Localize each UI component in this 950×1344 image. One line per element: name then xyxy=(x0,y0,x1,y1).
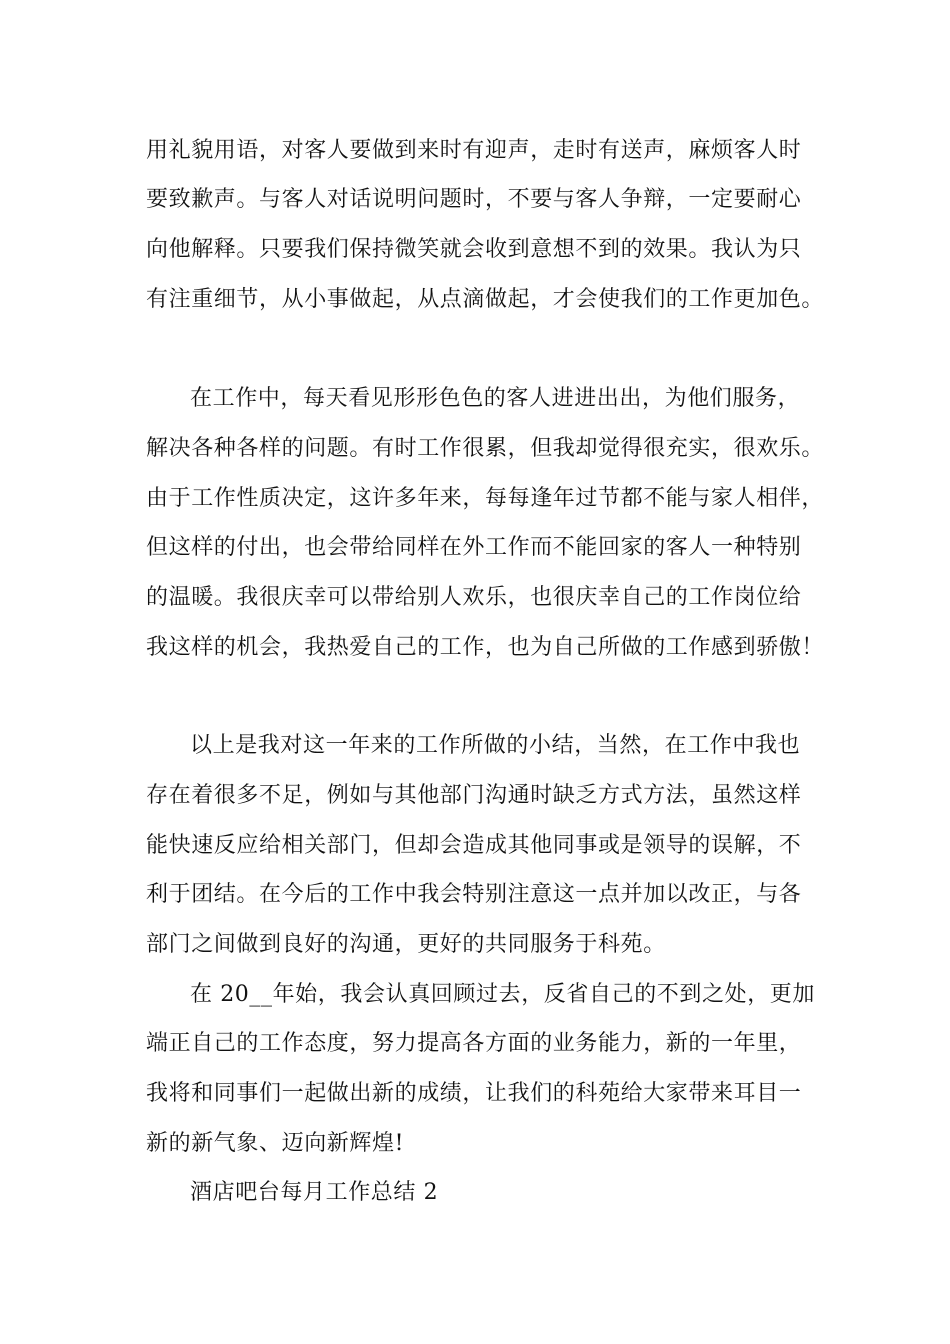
section-heading: 酒店吧台每月工作总结 2 xyxy=(190,1180,439,1205)
text-line: 由于工作性质决定，这许多年来，每每逢年过节都不能与家人相伴， xyxy=(146,486,825,511)
paragraph-first-line: 在 20__年始，我会认真回顾过去，反省自己的不到之处，更加 xyxy=(190,982,815,1007)
text-line: 有注重细节，从小事做起，从点滴做起，才会使我们的工作更加色。 xyxy=(146,287,825,312)
text-line: 要致歉声。与客人对话说明问题时，不要与客人争辩，一定要耐心 xyxy=(146,187,802,212)
paragraph-first-line: 以上是我对这一年来的工作所做的小结，当然，在工作中我也 xyxy=(190,733,801,758)
text-line: 能快速反应给相关部门，但却会造成其他同事或是领导的误解，不 xyxy=(146,833,802,858)
text-line: 我这样的机会，我热爱自己的工作，也为自己所做的工作感到骄傲！ xyxy=(146,635,825,660)
text-line: 用礼貌用语，对客人要做到来时有迎声，走时有送声，麻烦客人时 xyxy=(146,138,802,163)
text-line: 新的新气象、迈向新辉煌! xyxy=(146,1131,405,1156)
text-line: 端正自己的工作态度，努力提高各方面的业务能力，新的一年里， xyxy=(146,1031,802,1056)
text-line: 向他解释。只要我们保持微笑就会收到意想不到的效果。我认为只 xyxy=(146,237,802,262)
text-line: 解决各种各样的问题。有时工作很累，但我却觉得很充实，很欢乐。 xyxy=(146,436,825,461)
paragraph-first-line: 在工作中，每天看见形形色色的客人进进出出，为他们服务， xyxy=(190,386,801,411)
text-line: 但这样的付出，也会带给同样在外工作而不能回家的客人一种特别 xyxy=(146,535,802,560)
text-line: 的温暖。我很庆幸可以带给别人欢乐，也很庆幸自己的工作岗位给 xyxy=(146,585,802,610)
text-line: 存在着很多不足，例如与其他部门沟通时缺乏方式方法，虽然这样 xyxy=(146,783,802,808)
text-line: 利于团结。在今后的工作中我会特别注意这一点并加以改正，与各 xyxy=(146,882,802,907)
text-line: 我将和同事们一起做出新的成绩，让我们的科苑给大家带来耳目一 xyxy=(146,1081,802,1106)
text-line: 部门之间做到良好的沟通，更好的共同服务于科苑。 xyxy=(146,932,666,957)
